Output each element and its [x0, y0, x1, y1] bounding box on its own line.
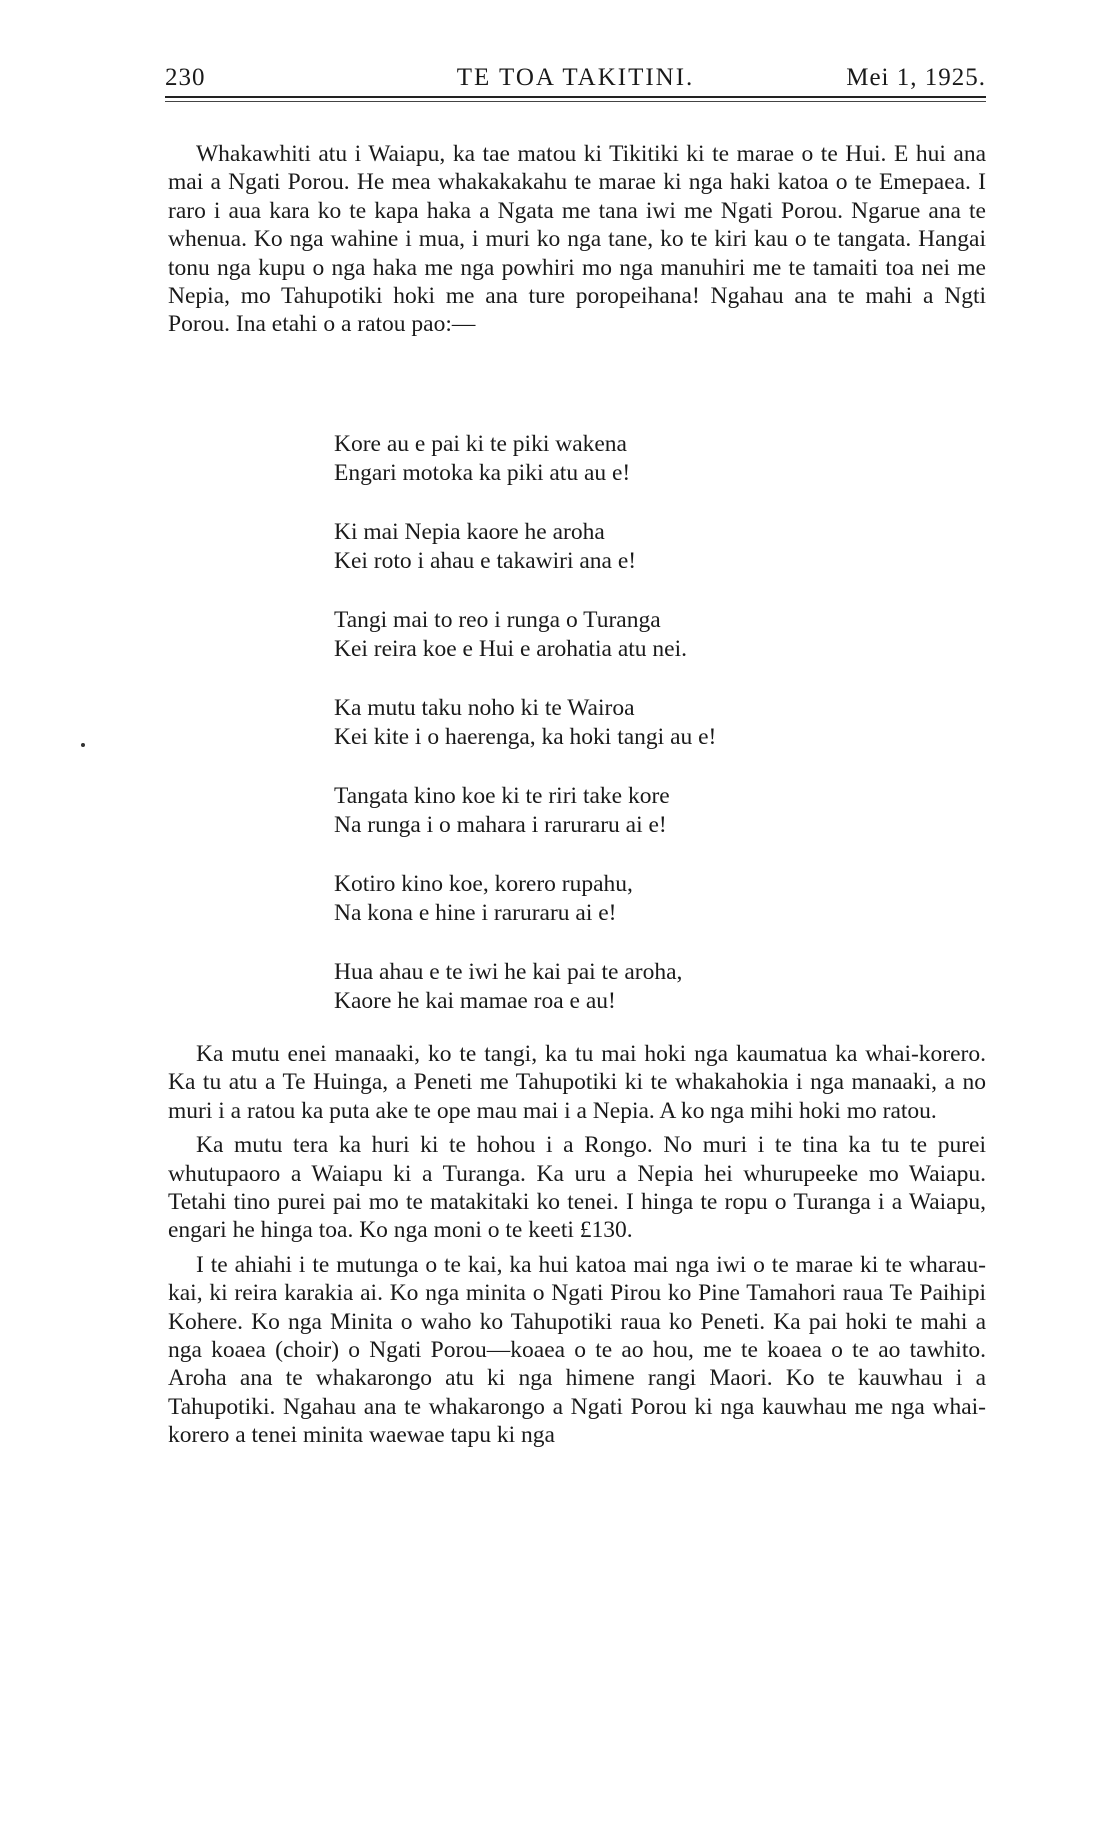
page-number: 230: [165, 64, 206, 91]
stanza-line: Hua ahau e te iwi he kai pai te aroha,: [334, 959, 683, 985]
paragraph: Ka mutu enei manaaki, ko te tangi, ka tu mai hoki nga kaumatua ka whai-korero. Ka tu atu a Te Huinga, a Peneti me Tahupotiki ki te whakahokia i nga manaaki, a no muri i a ratou ka puta ake te ope mau mai i a Nepia. A ko nga mihi hoki mo ratou.: [168, 1041, 986, 1124]
running-header: [165, 56, 986, 96]
stanza: [334, 518, 974, 576]
stanza: [334, 958, 974, 1016]
stanza-line: Kei reira koe e Hui e arohatia atu nei.: [334, 636, 687, 662]
stanza-line: Na runga i o mahara i raruraru ai e!: [334, 812, 667, 838]
stanza: [334, 694, 974, 752]
stanza: [334, 870, 974, 928]
stanza-line: Kei kite i o haerenga, ka hoki tangi au e!: [334, 724, 717, 750]
stanza-line: Ki mai Nepia kaore he aroha: [334, 519, 605, 545]
intro-text: [168, 140, 986, 339]
closing-text: [168, 1040, 986, 1456]
journal-title: TE TOA TAKITINI.: [456, 64, 695, 91]
song-lyrics: [334, 430, 974, 1046]
stanza-line: Kaore he kai mamae roa e au!: [334, 988, 616, 1014]
stanza: [334, 430, 974, 488]
stanza-line: Kotiro kino koe, korero rupahu,: [334, 871, 633, 897]
stanza-line: Ka mutu taku noho ki te Wairoa: [334, 695, 635, 721]
stanza-line: Kei roto i ahau e takawiri ana e!: [334, 548, 637, 574]
issue-date: Mei 1, 1925.: [846, 64, 986, 91]
stanza-line: Kore au e pai ki te piki wakena: [334, 431, 627, 457]
stanza: [334, 606, 974, 664]
stanza-line: Na kona e hine i raruraru ai e!: [334, 900, 617, 926]
stanza-line: Tangi mai to reo i runga o Turanga: [334, 607, 661, 633]
ink-speck: [81, 743, 85, 747]
header-rule-thin: [165, 101, 986, 102]
paragraph: I te ahiahi i te mutunga o te kai, ka hui katoa mai nga iwi o te marae ki te wharau-kai, ki reira karakia ai. Ko nga minita o Ngati Pirou ko Pine Tamahori raua Te Paihipi Kohere. Ko nga Minita o waho ko Tahupotiki raua ko Peneti. Ka pai hoki te mahi a nga koaea (choir) o Ngati Porou—koaea o te ao hou, me te koaea o te ao tawhito. Aroha ana te whakarongo atu ki nga himene rangi Maori. Ko te kauwhau i a Tahupotiki. Ngahau ana te whakarongo a Ngati Porou ki nga kauwhau me nga whai-korero a tenei minita waewae tapu ki nga: [168, 1251, 986, 1449]
stanza-line: Tangata kino koe ki te riri take kore: [334, 783, 670, 809]
header-rule-thick: [165, 96, 986, 98]
stanza-line: Engari motoka ka piki atu au e!: [334, 460, 631, 486]
paragraph: Ka mutu tera ka huri ki te hohou i a Rongo. No muri i te tina ka tu te purei whutupaoro a Waiapu ki a Turanga. Ka uru a Nepia hei whurupeeke mo Waiapu. Tetahi tino purei pai mo te matakitaki ko tenei. I hinga te ropu o Turanga i a Waiapu, engari he hinga toa. Ko nga moni o te keeti £130.: [168, 1132, 986, 1244]
intro-paragraph: Whakawhiti atu i Waiapu, ka tae matou ki Tikitiki ki te marae o te Hui. E hui ana mai a Ngati Porou. He mea whakakakahu te marae ki nga haki katoa o te Emepaea. I raro i aua kara ko te kapa haka a Ngata me tana iwi me Ngati Porou. Ngarue ana te whenua. Ko nga wahine i mua, i muri ko nga tane, ko te kiri kau o te tangata. Hangai tonu nga kupu o nga haka me nga powhiri mo nga manuhiri me te tamaiti toa nei me Nepia, mo Tahupotiki hoki me ana ture poropeihana! Ngahau ana te mahi a Ngti Porou. Ina etahi o a ratou pao:—: [168, 141, 986, 338]
stanza: [334, 782, 974, 840]
